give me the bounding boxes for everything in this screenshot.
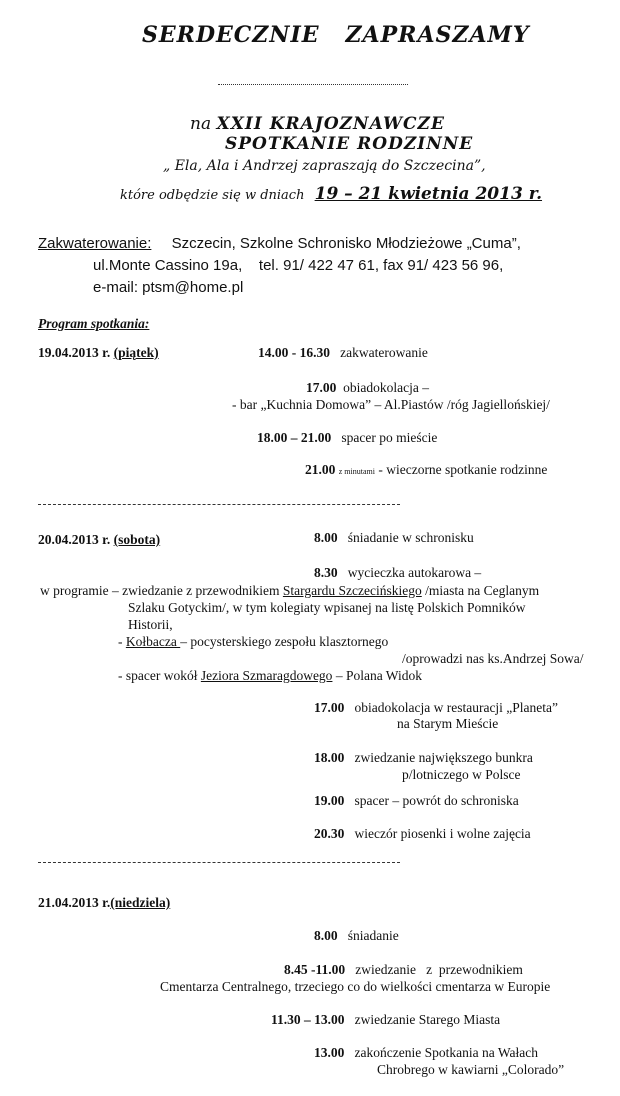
program-heading: Program spotkania: — [38, 316, 150, 331]
stargard-link: Stargardu Szczecińskiego — [282, 583, 422, 598]
lodging-line1 — [38, 235, 521, 252]
kolbacz-suffix: – pocysterskiego zespołu klasztornego — [180, 634, 389, 649]
day1-event2: obiadokolacja – — [343, 380, 429, 395]
day2-event1: śniadanie w schronisku — [347, 530, 474, 545]
day2-walk-line — [118, 668, 422, 684]
day3-event1: śniadanie — [347, 928, 399, 943]
day3-time2: 8.45 -11.00 — [284, 962, 346, 977]
day1-date — [38, 345, 159, 361]
day3-date — [38, 895, 170, 911]
day2-kolbacz-line — [118, 634, 388, 650]
day2-event5: spacer – powrót do schroniska — [354, 793, 519, 808]
day2-time4: 18.00 — [314, 750, 345, 765]
day1-time4-note: z minutami — [338, 467, 375, 476]
day3-event4: zakończenie Spotkania na Wałach — [354, 1045, 538, 1060]
day2-item2 — [314, 565, 481, 581]
day3-time4: 13.00 — [314, 1045, 345, 1060]
walk-prefix: - spacer wokół — [118, 668, 201, 683]
day1-event4: - wieczorne spotkanie rodzinne — [378, 462, 548, 477]
day3-time1: 8.00 — [314, 928, 338, 943]
day1-time4: 21.00 — [305, 462, 336, 477]
day2-time2: 8.30 — [314, 565, 338, 580]
day2-event4: zwiedzanie największego bunkra — [354, 750, 533, 765]
lodging-label: Zakwaterowanie: — [38, 235, 152, 252]
day2-program-line1 — [40, 583, 539, 599]
day1-event1: zakwaterowanie — [340, 345, 428, 360]
day2-program-prefix: w programie – zwiedzanie z przewodnikiem — [40, 583, 283, 598]
day2-item6 — [314, 826, 531, 842]
day3-item2 — [284, 962, 523, 978]
day2-event3-detail: na Starym Mieście — [397, 716, 499, 731]
day2-event2: wycieczka autokarowa – — [347, 565, 482, 580]
page-title: SERDECZNIE ZAPRASZAMY — [142, 22, 530, 48]
walk-suffix: – Polana Widok — [332, 668, 423, 683]
day1-item2 — [306, 380, 429, 396]
day3-item3 — [271, 1012, 500, 1028]
day2-event6: wieczór piosenki i wolne zajęcia — [354, 826, 531, 841]
day2-date-text: 20.04.2013 r. — [38, 532, 111, 547]
title-divider — [218, 84, 408, 85]
day2-item3 — [314, 700, 558, 716]
lodging-address: ul.Monte Cassino 19a, tel. 91/ 422 47 61, fax 91/ 423 56 96, — [93, 257, 504, 274]
day3-event2-detail: Cmentarza Centralnego, trzeciego co do wielkości cmentarza w Europie — [160, 979, 551, 994]
day1-time3: 18.00 – 21.00 — [257, 430, 332, 445]
day3-event2: zwiedzanie z przewodnikiem — [355, 962, 523, 977]
lodging-email: e-mail: ptsm@home.pl — [93, 279, 244, 296]
day1-event3: spacer po mieście — [341, 430, 438, 445]
event-date-prefix: które odbędzie się w dniach — [120, 188, 305, 203]
event-title-line2: SPOTKANIE RODZINNE — [225, 134, 474, 154]
day2-program-line3: Historii, — [128, 617, 173, 632]
day2-date — [38, 532, 160, 548]
day3-item1 — [314, 928, 399, 944]
day2-program-suffix: /miasta na Ceglanym — [421, 583, 540, 598]
day2-item4 — [314, 750, 533, 766]
day3-event4-detail: Chrobrego w kawiarni „Colorado” — [377, 1062, 565, 1077]
day1-item1 — [258, 345, 428, 361]
event-date: 19 – 21 kwietnia 2013 r. — [314, 184, 543, 204]
day1-item3 — [257, 430, 437, 446]
day2-program-line2: Szlaku Gotyckim/, w tym kolegiaty wpisanej na listę Polskich Pomników — [128, 600, 526, 615]
day2-time6: 20.30 — [314, 826, 345, 841]
day2-event4-detail: p/lotniczego w Polsce — [402, 767, 521, 782]
day1-time2: 17.00 — [306, 380, 337, 395]
day2-item1 — [314, 530, 474, 546]
day1-weekday: (piątek) — [113, 345, 159, 360]
day1-item4 — [305, 462, 547, 478]
event-date-line — [120, 184, 542, 204]
event-title-line1 — [190, 114, 445, 134]
kolbacz-link: Kołbacza — [125, 634, 181, 649]
kolbacz-prefix: - — [118, 634, 126, 649]
lodging-place: Szczecin, Szkolne Schronisko Młodzieżowe „Cuma”, — [171, 235, 521, 252]
day2-time1: 8.00 — [314, 530, 338, 545]
day2-time5: 19.00 — [314, 793, 345, 808]
day1-date-text: 19.04.2013 r. — [38, 345, 111, 360]
event-subtitle: „ Ela, Ala i Andrzej zapraszają do Szczecina”, — [163, 158, 486, 174]
day1-event2-detail: - bar „Kuchnia Domowa” – Al.Piastów /róg Jagiellońskiej/ — [232, 397, 550, 412]
day2-item5 — [314, 793, 519, 809]
day3-event3: zwiedzanie Starego Miasta — [354, 1012, 501, 1027]
divider-day1 — [38, 504, 400, 505]
day2-time3: 17.00 — [314, 700, 345, 715]
divider-day2 — [38, 862, 400, 863]
event-title-prefix: na — [190, 114, 212, 134]
day1-time1: 14.00 - 16.30 — [258, 345, 330, 360]
event-title-main: XXII KRAJOZNAWCZE — [216, 114, 445, 134]
day2-event3: obiadokolacja w restauracji „Planeta” — [354, 700, 559, 715]
day2-weekday: (sobota) — [113, 532, 161, 547]
day3-weekday: (niedziela) — [110, 895, 171, 910]
jezioro-link: Jeziora Szmaragdowego — [200, 668, 333, 683]
day3-time3: 11.30 – 13.00 — [271, 1012, 345, 1027]
day3-date-text: 21.04.2013 r. — [38, 895, 111, 910]
day3-item4 — [314, 1045, 538, 1061]
day2-guide: /oprowadzi nas ks.Andrzej Sowa/ — [402, 651, 584, 666]
